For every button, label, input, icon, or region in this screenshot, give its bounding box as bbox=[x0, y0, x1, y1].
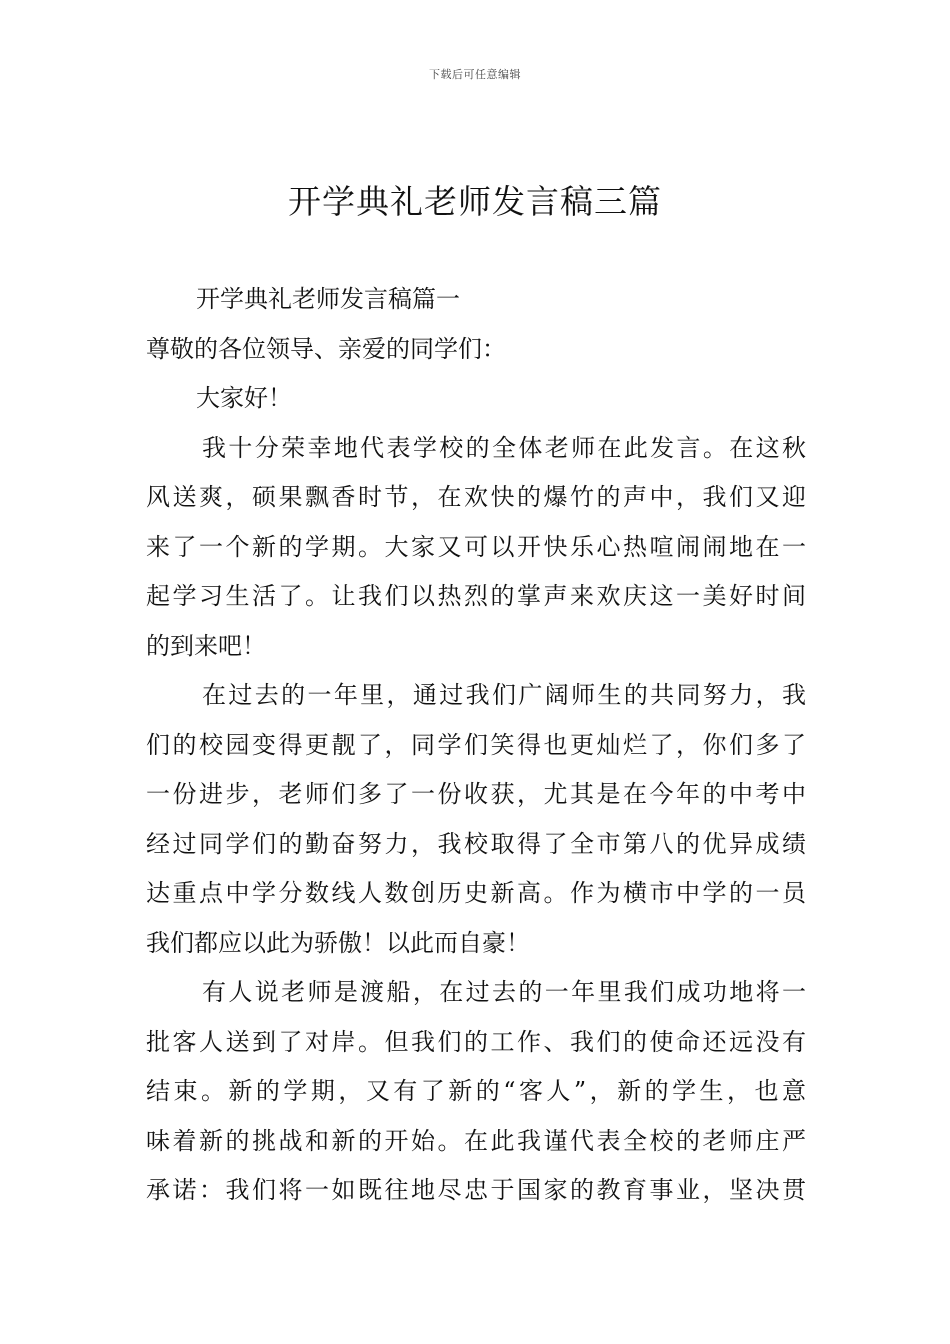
paragraph-1-line: 起学习生活了。让我们以热烈的掌声来欢庆这一美好时间 bbox=[146, 582, 806, 610]
document-body bbox=[146, 275, 806, 1216]
paragraph-3-line: 味着新的挑战和新的开始。在此我谨代表全校的老师庄严 bbox=[146, 1126, 806, 1155]
greeting: 大家好！ bbox=[196, 384, 292, 412]
paragraph-1-line: 我十分荣幸地代表学校的全体老师在此发言。在这秋 bbox=[202, 433, 806, 462]
paragraph-2-line: 我们都应以此为骄傲！以此而自豪！ bbox=[146, 928, 530, 957]
paragraph-1-line: 风送爽，硕果飘香时节，在欢快的爆竹的声中，我们又迎 bbox=[146, 483, 806, 511]
header-note: 下载后可任意编辑 bbox=[429, 68, 521, 81]
document-title: 开学典礼老师发言稿三篇 bbox=[288, 182, 662, 221]
paragraph-3-line: 有人说老师是渡船，在过去的一年里我们成功地将一 bbox=[202, 978, 806, 1006]
paragraph-2-line: 经过同学们的勤奋努力，我校取得了全市第八的优异成绩 bbox=[146, 829, 806, 858]
paragraph-2-line: 达重点中学分数线人数创历史新高。作为横市中学的一员 bbox=[146, 879, 806, 907]
salutation: 尊敬的各位领导、亲爱的同学们： bbox=[146, 334, 506, 363]
paragraph-1-line: 的到来吧！ bbox=[146, 631, 266, 660]
paragraph-2-line: 一份进步，老师们多了一份收获，尤其是在今年的中考中 bbox=[146, 780, 806, 808]
paragraph-1-line: 来了一个新的学期。大家又可以开快乐心热喧闹闹地在一 bbox=[146, 532, 806, 561]
section-heading: 开学典礼老师发言稿篇一 bbox=[196, 285, 460, 313]
paragraph-3-line: 批客人送到了对岸。但我们的工作、我们的使命还远没有 bbox=[146, 1027, 806, 1056]
paragraph-2-line: 们的校园变得更靓了，同学们笑得也更灿烂了，你们多了 bbox=[146, 730, 806, 759]
paragraph-3-line: 承诺：我们将一如既往地尽忠于国家的教育事业，坚决贯 bbox=[146, 1176, 806, 1204]
paragraph-3-line: 结束。新的学期，又有了新的“客人”，新的学生，也意 bbox=[146, 1077, 806, 1105]
paragraph-2-line: 在过去的一年里，通过我们广阔师生的共同努力，我 bbox=[202, 681, 806, 709]
